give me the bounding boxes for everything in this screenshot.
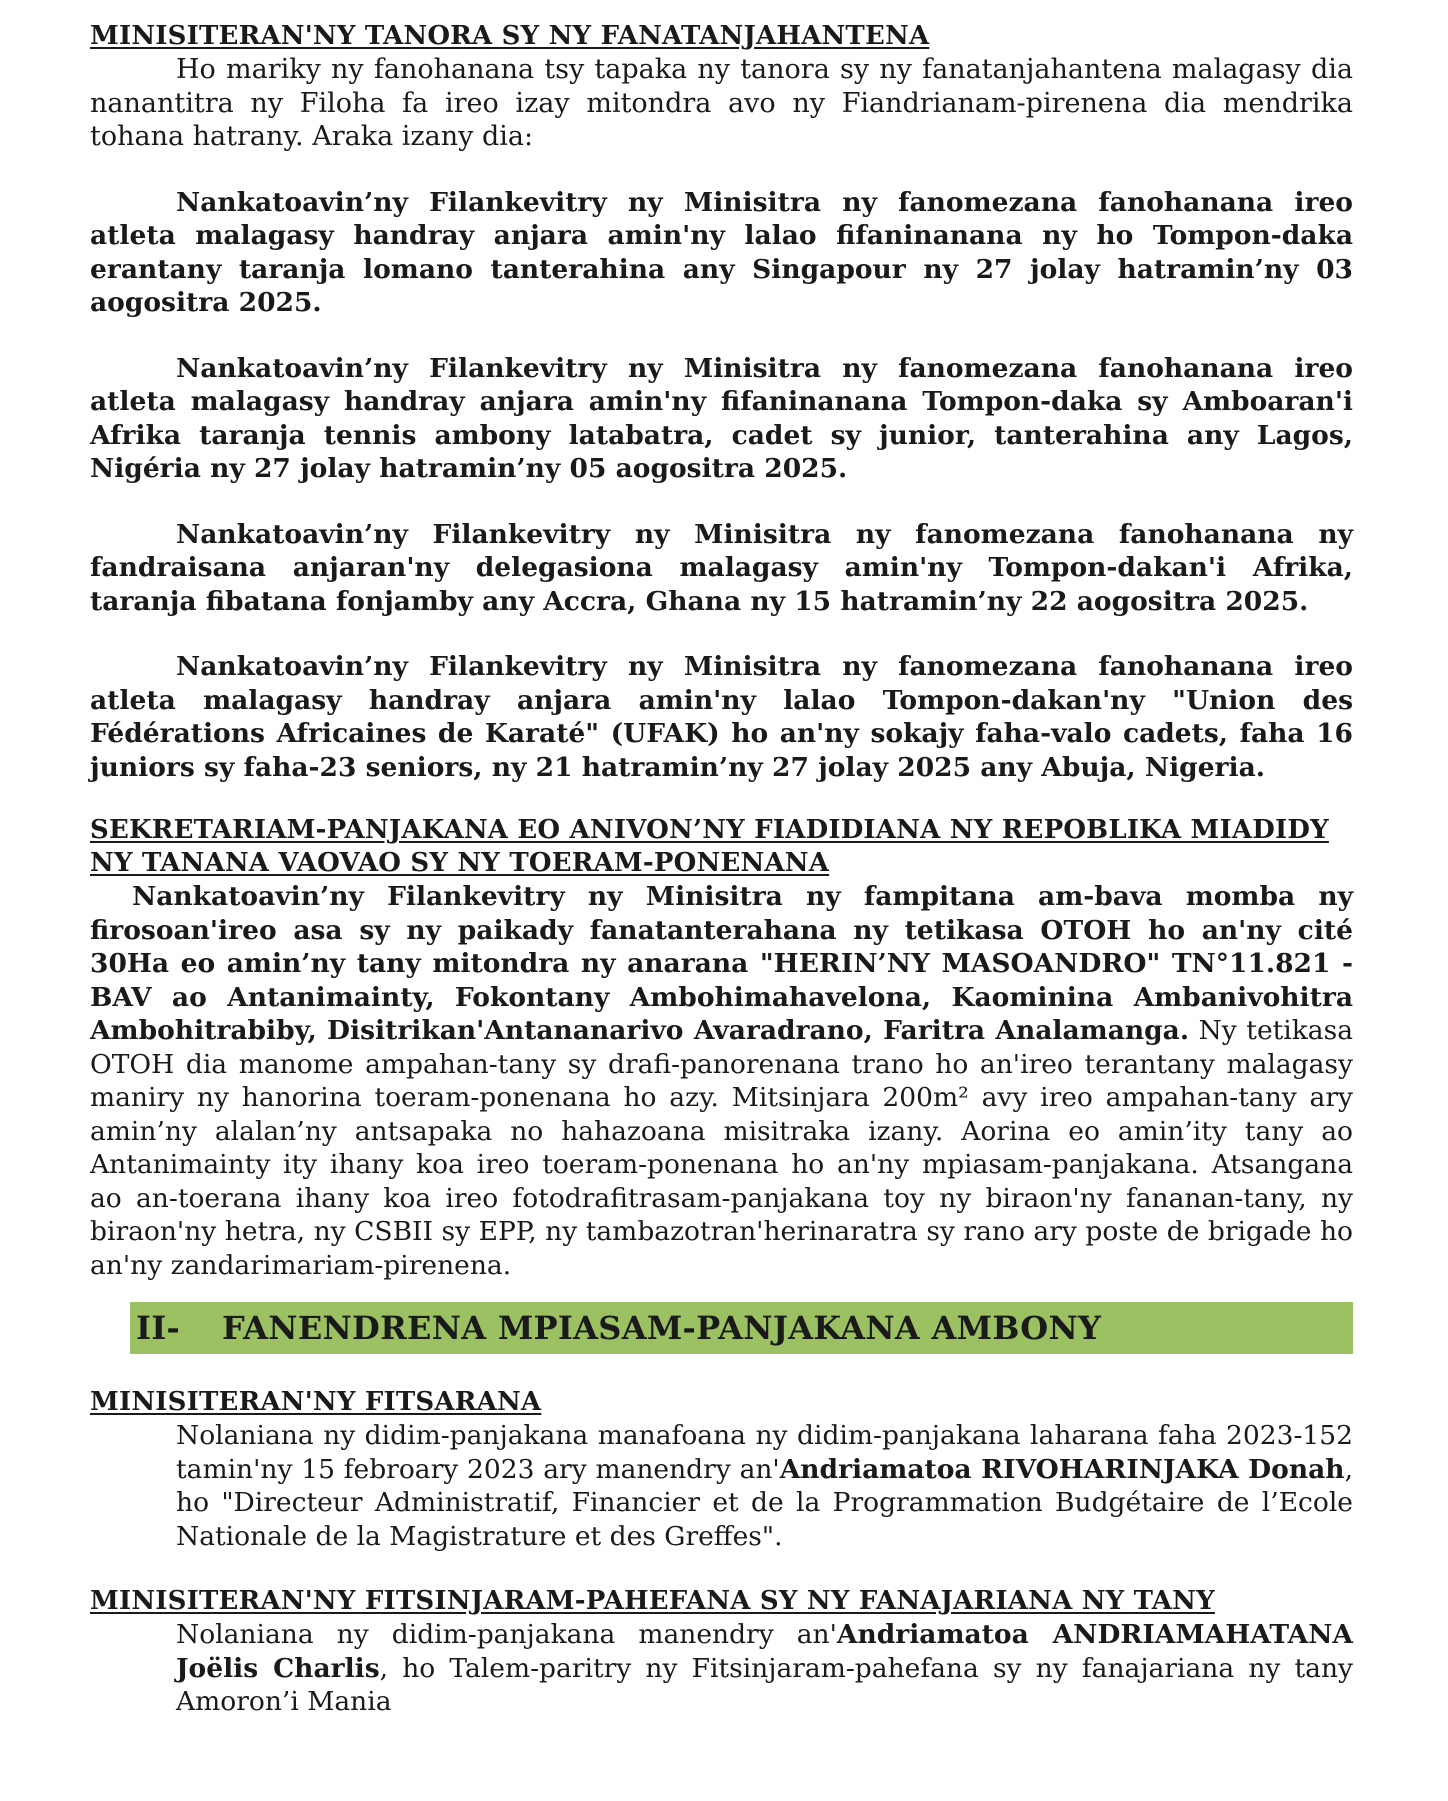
secretariat-decision bbox=[90, 880, 1353, 1282]
decision-swimming: Nankatoavin’ny Filankevitry ny Minisitra ny fanomezana fanohanana ireo atleta malagasy handray anjara amin'ny lalao fifaninanana ny ho Tompon-daka erantany taranja lomano tanterahina any Singapour ny 27 jolay hatramin’ny 03 aogositra 2025. bbox=[90, 186, 1353, 318]
land-appointment bbox=[176, 1618, 1353, 1719]
land-text-after: , ho Talem-paritry ny Fitsinjaram-pahefana sy ny fanajariana ny tany Amoron’i Mania bbox=[176, 1652, 1354, 1717]
justice-text-after: , ho "Directeur Administratif, Financier et de la Programmation Budgétaire de l’Ecole Nationale de la Magistrature et des Greffes". bbox=[176, 1453, 1353, 1552]
justice-appointment bbox=[176, 1419, 1353, 1553]
secretariat-title-line1: SEKRETARIAM-PANJAKANA EO ANIVON’NY FIADIDIANA NY REPOBLIKA MIADIDY bbox=[90, 815, 1329, 845]
secretariat-decision-text: Ny tetikasa OTOH dia manome ampahan-tany sy drafi-panorenana trano ho an'ireo terantany malagasy maniry ny hanorina toeram-ponenana ho azy. Mitsinjara 200m² avy ireo ampahan-tany ary amin’ny alalan’ny antsapaka no hahazoana misitraka izany. Aorina eo amin’ity tany ao Antanimainty ity ihany koa ireo toeram-ponenana ho an'ny mpiasam-panjakana. Atsangana ao an-toerana ihany koa ireo fotodrafitrasam-panjakana toy ny biraon'ny fananan-tany, ny biraon'ny hetra, ny CSBII sy EPP, ny tambazotran'herinaratra sy rano ary poste de brigade ho an'ny zandarimariam-pirenena. bbox=[90, 1015, 1354, 1281]
land-appointee-name: Andriamatoa ANDRIAMAHATANA Joëlis Charlis bbox=[176, 1619, 1353, 1684]
ministry-land-title: MINISITERAN'NY FITSINJARAM-PAHEFANA SY NY FANAJARIANA NY TANY bbox=[90, 1586, 1215, 1616]
section-title: FANENDRENA MPIASAM-PANJAKANA AMBONY bbox=[222, 1309, 1102, 1347]
decision-table-tennis: Nankatoavin’ny Filankevitry ny Minisitra ny fanomezana fanohanana ireo atleta malagasy handray anjara amin'ny fifaninanana Tompon-daka sy Amboaran'i Afrika taranja tennis ambony latabatra, cadet sy junior, tanterahina any Lagos, Nigéria ny 27 jolay hatramin’ny 05 aogositra 2025. bbox=[90, 352, 1353, 484]
secretariat-title-line2: NY TANANA VAOVAO SY NY TOERAM-PONENANA bbox=[90, 848, 830, 878]
decision-karate: Nankatoavin’ny Filankevitry ny Minisitra ny fanomezana fanohanana ireo atleta malagasy handray anjara amin'ny lalao Tompon-dakan'ny "Union des Fédérations Africaines de Karaté" (UFAK) ho an'ny sokajy faha-valo cadets, faha 16 juniors sy faha-23 seniors, ny 21 hatramin’ny 27 jolay 2025 any Abuja, Nigeria. bbox=[90, 651, 1353, 783]
secretariat-decision-bold: Nankatoavin’ny Filankevitry ny Minisitra ny fampitana am-bava momba ny firosoan'ireo asa sy ny paikady fanatanterahana ny tetikasa OTOH ho an'ny cité 30Ha eo amin’ny tany mitondra ny anarana "HERIN’NY MASOANDRO" TN°11.821 - BAV ao Antanimainty, Fokontany Ambohimahavelona, Kaominina Ambanivohitra Ambohitrabiby, Disitrikan'Antananarivo Avaradrano, Faritra Analamanga. bbox=[90, 881, 1353, 1046]
section-number: II- bbox=[136, 1309, 181, 1347]
section-banner bbox=[130, 1302, 1353, 1354]
ministry-youth-intro: Ho mariky ny fanohanana tsy tapaka ny tanora sy ny fanatanjahantena malagasy dia nanantitra ny Filoha fa ireo izay mitondra avo ny Fiandrianam-pirenena dia mendrika tohana hatrany. Araka izany dia: bbox=[90, 54, 1353, 152]
land-text-before: Nolaniana ny didim-panjakana manendry an' bbox=[176, 1619, 837, 1650]
justice-appointee-name: Andriamatoa RIVOHARINJAKA Donah bbox=[779, 1453, 1345, 1485]
ministry-justice-title: MINISITERAN'NY FITSARANA bbox=[90, 1387, 542, 1417]
justice-text-before: Nolaniana ny didim-panjakana manafoana ny didim-panjakana laharana faha 2023-152 tamin'ny 15 febroary 2023 ary manendry an' bbox=[176, 1420, 1353, 1485]
ministry-youth-title: MINISITERAN'NY TANORA SY NY FANATANJAHANTENA bbox=[90, 21, 930, 51]
decision-boxing: Nankatoavin’ny Filankevitry ny Minisitra ny fanomezana fanohanana ny fandraisana anjaran'ny delegasiona malagasy amin'ny Tompon-dakan'i Afrika, taranja fibatana fonjamby any Accra, Ghana ny 15 hatramin’ny 22 aogositra 2025. bbox=[90, 518, 1353, 617]
